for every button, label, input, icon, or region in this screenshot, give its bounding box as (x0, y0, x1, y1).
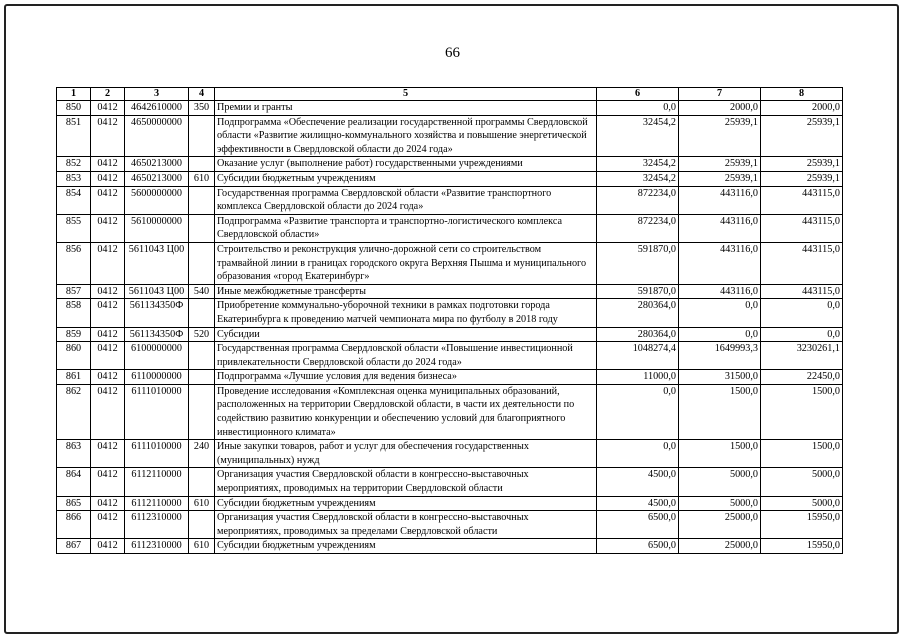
amount-year-2: 25939,1 (679, 115, 761, 157)
item-name: Организация участия Свердловской области в конгрессно-выставочных мероприятиях, проводимых на территории Свердловской области (215, 468, 597, 496)
item-name: Подпрограмма «Развитие транспорта и транспортно-логистического комплекса Свердловской области» (215, 214, 597, 242)
amount-year-2: 5000,0 (679, 496, 761, 511)
item-name: Проведение исследования «Комплексная оценка муниципальных образований, расположенных на территории Свердловской области, в части их деятельности по содействию развитию конкуренции и обеспечению условий для благоприятного инвестиционного климата» (215, 384, 597, 439)
expense-type-code (189, 214, 215, 242)
amount-year-3: 443115,0 (761, 242, 843, 284)
column-header: 1 (57, 88, 91, 101)
expense-type-code (189, 299, 215, 327)
expense-type-code (189, 511, 215, 539)
target-article-code: 4650213000 (125, 157, 189, 172)
section-code: 0412 (91, 242, 125, 284)
row-number: 865 (57, 496, 91, 511)
section-code: 0412 (91, 157, 125, 172)
expense-type-code (189, 157, 215, 172)
section-code: 0412 (91, 171, 125, 186)
section-code: 0412 (91, 384, 125, 439)
target-article-code: 5600000000 (125, 186, 189, 214)
row-number: 857 (57, 284, 91, 299)
column-header: 3 (125, 88, 189, 101)
amount-year-3: 25939,1 (761, 171, 843, 186)
expense-type-code (189, 342, 215, 370)
amount-year-3: 443115,0 (761, 284, 843, 299)
table-row (57, 157, 843, 172)
target-article-code: 561104З Ц00 (125, 284, 189, 299)
amount-year-3: 15950,0 (761, 511, 843, 539)
amount-year-2: 25939,1 (679, 157, 761, 172)
expense-type-code (189, 115, 215, 157)
amount-year-1: 32454,2 (597, 171, 679, 186)
column-header: 7 (679, 88, 761, 101)
amount-year-2: 5000,0 (679, 468, 761, 496)
table-row (57, 440, 843, 468)
amount-year-3: 22450,0 (761, 370, 843, 385)
section-code: 0412 (91, 440, 125, 468)
amount-year-3: 5000,0 (761, 468, 843, 496)
item-name: Субсидии бюджетным учреждениям (215, 171, 597, 186)
section-code: 0412 (91, 468, 125, 496)
table-row (57, 299, 843, 327)
amount-year-2: 443116,0 (679, 186, 761, 214)
target-article-code: 6111010000 (125, 384, 189, 439)
row-number: 855 (57, 214, 91, 242)
row-number: 864 (57, 468, 91, 496)
column-header: 5 (215, 88, 597, 101)
amount-year-3: 15950,0 (761, 539, 843, 554)
amount-year-2: 443116,0 (679, 242, 761, 284)
table-row (57, 511, 843, 539)
column-header: 8 (761, 88, 843, 101)
amount-year-1: 4500,0 (597, 468, 679, 496)
item-name: Субсидии бюджетным учреждениям (215, 496, 597, 511)
amount-year-1: 0,0 (597, 101, 679, 116)
item-name: Организация участия Свердловской области в конгрессно-выставочных мероприятиях, проводимых за пределами Свердловской области (215, 511, 597, 539)
target-article-code: 5611З4350Ф (125, 299, 189, 327)
section-code: 0412 (91, 327, 125, 342)
target-article-code: 4650213000 (125, 171, 189, 186)
column-header: 6 (597, 88, 679, 101)
item-name: Субсидии бюджетным учреждениям (215, 539, 597, 554)
expense-type-code: 610 (189, 539, 215, 554)
amount-year-3: 443115,0 (761, 186, 843, 214)
expense-type-code (189, 384, 215, 439)
row-number: 861 (57, 370, 91, 385)
table-row (57, 186, 843, 214)
amount-year-1: 6500,0 (597, 539, 679, 554)
row-number: 858 (57, 299, 91, 327)
amount-year-2: 1649993,3 (679, 342, 761, 370)
table-row (57, 171, 843, 186)
table-row (57, 539, 843, 554)
row-number: 850 (57, 101, 91, 116)
section-code: 0412 (91, 370, 125, 385)
expense-type-code: 240 (189, 440, 215, 468)
item-name: Подпрограмма «Обеспечение реализации государственной программы Свердловской области «Развитие жилищно-коммунального хозяйства и повышение энергетической эффективности в Свердловской области до 2024 года» (215, 115, 597, 157)
expense-type-code (189, 468, 215, 496)
amount-year-3: 3230261,1 (761, 342, 843, 370)
section-code: 0412 (91, 115, 125, 157)
item-name: Приобретение коммунально-уборочной техники в рамках подготовки города Екатеринбурга к проведению матчей чемпионата мира по футболу в 2018 году (215, 299, 597, 327)
column-header: 2 (91, 88, 125, 101)
item-name: Государственная программа Свердловской области «Повышение инвестиционной привлекательности Свердловской области до 2024 года» (215, 342, 597, 370)
target-article-code: 4650000000 (125, 115, 189, 157)
amount-year-1: 872234,0 (597, 186, 679, 214)
amount-year-1: 591870,0 (597, 242, 679, 284)
amount-year-2: 443116,0 (679, 284, 761, 299)
target-article-code: 6110000000 (125, 370, 189, 385)
section-code: 0412 (91, 299, 125, 327)
section-code: 0412 (91, 496, 125, 511)
amount-year-2: 1500,0 (679, 384, 761, 439)
amount-year-1: 280364,0 (597, 327, 679, 342)
column-header: 4 (189, 88, 215, 101)
expense-type-code (189, 242, 215, 284)
row-number: 862 (57, 384, 91, 439)
expense-type-code: 350 (189, 101, 215, 116)
amount-year-3: 5000,0 (761, 496, 843, 511)
amount-year-2: 25000,0 (679, 511, 761, 539)
row-number: 856 (57, 242, 91, 284)
target-article-code: 6111010000 (125, 440, 189, 468)
row-number: 852 (57, 157, 91, 172)
amount-year-3: 1500,0 (761, 440, 843, 468)
section-code: 0412 (91, 342, 125, 370)
target-article-code: 6100000000 (125, 342, 189, 370)
amount-year-1: 4500,0 (597, 496, 679, 511)
row-number: 859 (57, 327, 91, 342)
amount-year-2: 443116,0 (679, 214, 761, 242)
amount-year-3: 25939,1 (761, 157, 843, 172)
table-row (57, 115, 843, 157)
item-name: Премии и гранты (215, 101, 597, 116)
row-number: 853 (57, 171, 91, 186)
table-row (57, 101, 843, 116)
table-row (57, 496, 843, 511)
amount-year-1: 280364,0 (597, 299, 679, 327)
target-article-code: 4642610000 (125, 101, 189, 116)
amount-year-3: 1500,0 (761, 384, 843, 439)
item-name: Строительство и реконструкция улично-дорожной сети со строительством трамвайной линии в границах городского округа Верхняя Пышма и муниципального образования «город Екатеринбург» (215, 242, 597, 284)
item-name: Оказание услуг (выполнение работ) государственными учреждениями (215, 157, 597, 172)
amount-year-1: 32454,2 (597, 157, 679, 172)
section-code: 0412 (91, 539, 125, 554)
item-name: Иные закупки товаров, работ и услуг для обеспечения государственных (муниципальных) нужд (215, 440, 597, 468)
target-article-code: 6112110000 (125, 468, 189, 496)
budget-table (56, 87, 843, 554)
amount-year-2: 31500,0 (679, 370, 761, 385)
expense-type-code: 610 (189, 496, 215, 511)
row-number: 851 (57, 115, 91, 157)
table-row (57, 214, 843, 242)
row-number: 867 (57, 539, 91, 554)
section-code: 0412 (91, 214, 125, 242)
row-number: 863 (57, 440, 91, 468)
row-number: 866 (57, 511, 91, 539)
table-row (57, 284, 843, 299)
item-name: Субсидии (215, 327, 597, 342)
amount-year-1: 1048274,4 (597, 342, 679, 370)
table-row (57, 342, 843, 370)
amount-year-1: 6500,0 (597, 511, 679, 539)
amount-year-2: 1500,0 (679, 440, 761, 468)
row-number: 860 (57, 342, 91, 370)
table-row (57, 468, 843, 496)
section-code: 0412 (91, 186, 125, 214)
amount-year-3: 25939,1 (761, 115, 843, 157)
table-body (57, 101, 843, 554)
amount-year-2: 25939,1 (679, 171, 761, 186)
expense-type-code (189, 370, 215, 385)
expense-type-code: 610 (189, 171, 215, 186)
target-article-code: 6112110000 (125, 496, 189, 511)
target-article-code: 5611З4350Ф (125, 327, 189, 342)
item-name: Иные межбюджетные трансферты (215, 284, 597, 299)
table-row (57, 384, 843, 439)
table-row (57, 370, 843, 385)
amount-year-3: 0,0 (761, 299, 843, 327)
amount-year-1: 872234,0 (597, 214, 679, 242)
amount-year-3: 2000,0 (761, 101, 843, 116)
section-code: 0412 (91, 511, 125, 539)
target-article-code: 6112310000 (125, 539, 189, 554)
amount-year-2: 2000,0 (679, 101, 761, 116)
amount-year-2: 0,0 (679, 327, 761, 342)
amount-year-1: 11000,0 (597, 370, 679, 385)
table-header-row (57, 88, 843, 101)
section-code: 0412 (91, 284, 125, 299)
table-row (57, 327, 843, 342)
section-code: 0412 (91, 101, 125, 116)
amount-year-3: 0,0 (761, 327, 843, 342)
amount-year-2: 0,0 (679, 299, 761, 327)
expense-type-code (189, 186, 215, 214)
amount-year-1: 0,0 (597, 440, 679, 468)
amount-year-1: 0,0 (597, 384, 679, 439)
page-number: 66 (445, 45, 460, 61)
target-article-code: 561104З Ц00 (125, 242, 189, 284)
table-row (57, 242, 843, 284)
amount-year-1: 32454,2 (597, 115, 679, 157)
item-name: Подпрограмма «Лучшие условия для ведения бизнеса» (215, 370, 597, 385)
row-number: 854 (57, 186, 91, 214)
amount-year-3: 443115,0 (761, 214, 843, 242)
target-article-code: 6112310000 (125, 511, 189, 539)
amount-year-2: 25000,0 (679, 539, 761, 554)
amount-year-1: 591870,0 (597, 284, 679, 299)
item-name: Государственная программа Свердловской области «Развитие транспортного комплекса Свердловской области до 2024 года» (215, 186, 597, 214)
expense-type-code: 520 (189, 327, 215, 342)
expense-type-code: 540 (189, 284, 215, 299)
target-article-code: 5610000000 (125, 214, 189, 242)
